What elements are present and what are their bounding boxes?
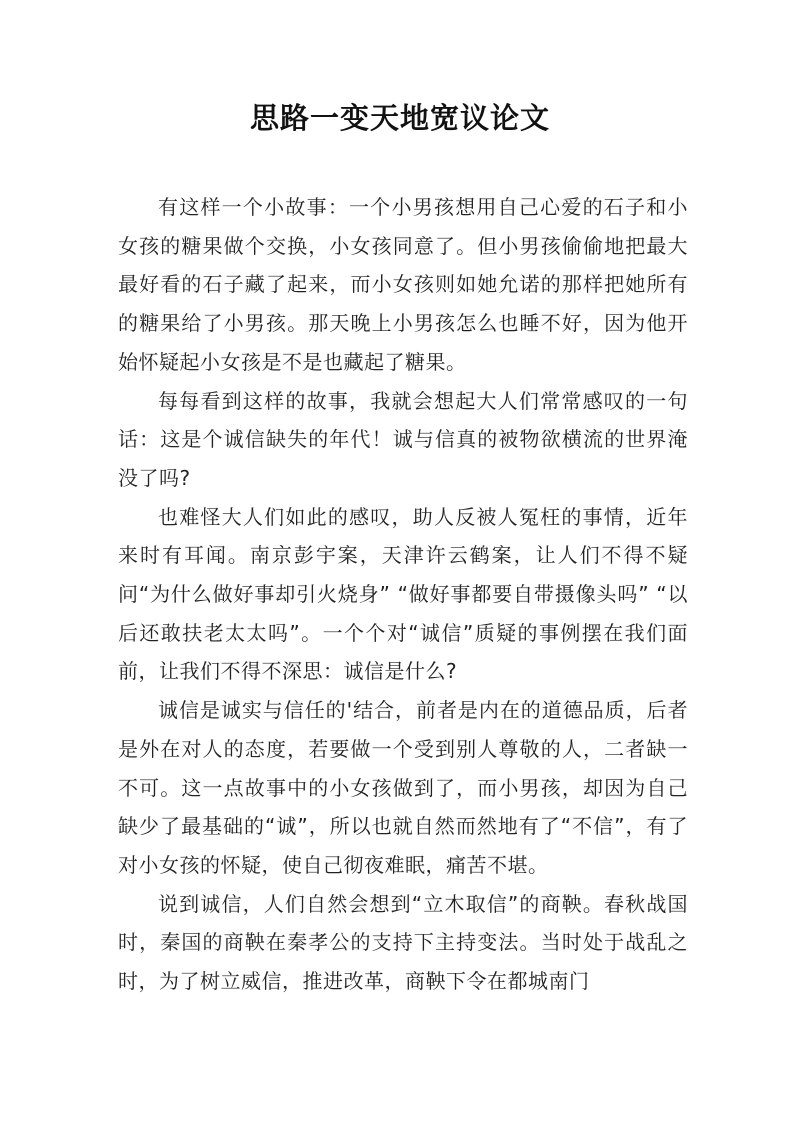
paragraph-3: 也难怪大人们如此的感叹，助人反被人冤枉的事情，近年来时有耳闻。南京彭宇案，天津许云鹤案，让人们不得不疑问“为什么做好事却引火烧身” “做好事都要自带摄像头吗” “以后还敢扶老太太吗”。一个个对“诚信”质疑的事例摆在我们面前，让我们不得不深思：诚信是什么? — [118, 504, 688, 684]
page-title: 思路一变天地宽议论文 — [249, 101, 550, 135]
paragraph-4: 诚信是诚实与信任的'结合，前者是内在的道德品质，后者是外在对人的态度，若要做一个受到别人尊敬的人，二者缺一不可。这一点故事中的小女孩做到了，而小男孩，却因为自己缺少了最基础的“诚”，所以也就自然而然地有了“不信”，有了对小女孩的怀疑，使自己彻夜难眠，痛苦不堪。 — [118, 698, 688, 877]
essay-body — [118, 188, 688, 1001]
paragraph-2: 每每看到这样的故事，我就会想起大人们常常感叹的一句话：这是个诚信缺失的年代！诚与信真的被物欲横流的世界淹没了吗? — [118, 388, 688, 490]
paragraph-5: 说到诚信，人们自然会想到“立木取信”的商鞅。春秋战国时，秦国的商鞅在秦孝公的支持下主持变法。当时处于战乱之时，为了树立威信，推进改革，商鞅下令在都城南门 — [118, 891, 688, 994]
paragraph-1: 有这样一个小故事：一个小男孩想用自己心爱的石子和小女孩的糖果做个交换，小女孩同意了。但小男孩偷偷地把最大最好看的石子藏了起来，而小女孩则如她允诺的那样把她所有的糖果给了小男孩。那天晚上小男孩怎么也睡不好，因为他开始怀疑起小女孩是不是也藏起了糖果。 — [118, 195, 688, 374]
